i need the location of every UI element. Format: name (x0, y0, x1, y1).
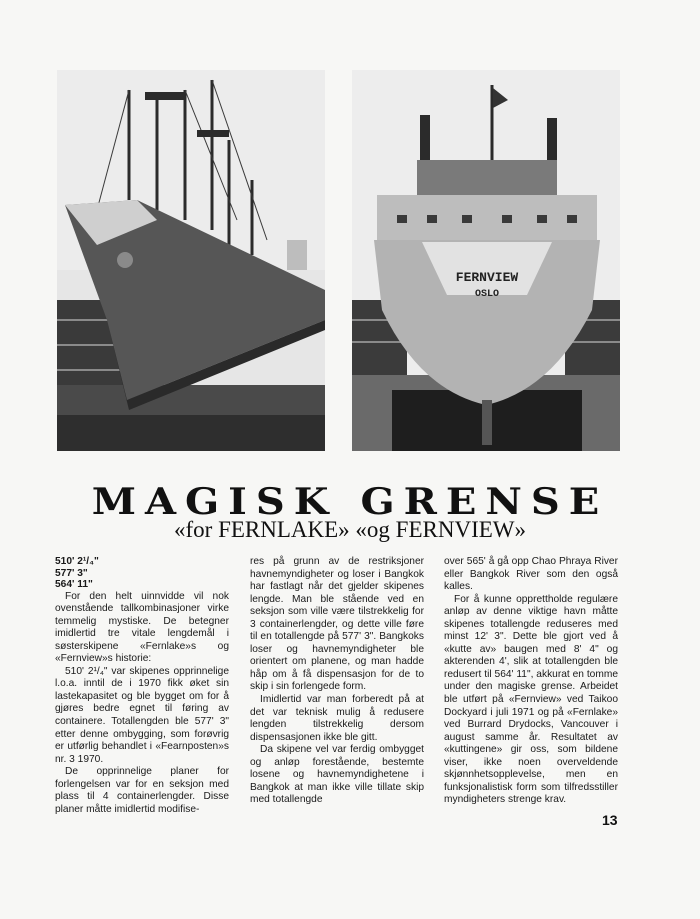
paragraph: over 565' å gå opp Chao Phraya River eller Bangkok River som den også kalles. (444, 556, 618, 593)
stern-name-text: FERNVIEW (455, 270, 519, 285)
headline: MAGISK GRENSE (91, 479, 609, 524)
measure-3: 564' 11" (55, 579, 93, 590)
text-column-1 (55, 556, 229, 816)
ship-stern-view-icon (352, 70, 620, 451)
paragraph: For den helt uinnvidde vil nok ovenstående tallkombinasjoner virke temmelig mystiske. De betegner imidlertid tre vitale lengdemål i søsterskipene «Fernlake»s og «Fernview»s historie: (55, 590, 229, 665)
paragraph: Imidlertid var man forberedt på at det var teknisk mulig å redusere lengden tilstrekkelig dersom dispensasjonen ikke ble gitt. (250, 694, 424, 743)
measure-1: 510' 2¹/₄" (55, 556, 99, 567)
stern-port-text: OSLO (474, 289, 500, 300)
subheadline: «for FERNLAKE» «og FERNVIEW» (174, 517, 526, 542)
text-column-3 (444, 556, 618, 807)
page-number: 13 (602, 812, 618, 828)
paragraph: 510' 2¹/₄" var skipenes opprinnelige l.o.a. inntil de i 1970 fikk øket sin lastekapasitet og ble bygget om for å gjøres bedre egnet til føring av containere. Totallengden ble 577' 3" etter denne ombygging, som forøvrig er utførlig behandlet i «Fearnposten»s nr. 3 1970. (55, 665, 229, 765)
paragraph: Da skipene vel var ferdig ombygget og anløp forestående, bestemte losene og havnemyndighetene i Bangkok at man ikke ville tillate skip med totallengde (250, 744, 424, 806)
ship-stern-photo (352, 70, 620, 451)
measure-2: 577' 3" (55, 567, 88, 579)
ship-side-view-icon (57, 70, 325, 451)
ship-side-photo (57, 70, 325, 451)
paragraph: De opprinnelige planer for forlengelsen var for en seksjon med plass til 4 containerlengder. Disse planer måtte imidlertid modifise- (55, 766, 229, 815)
paragraph: For å kunne opprettholde regulære anløp av denne viktige havn måtte skipenes totallengde reduseres med minst 12' 3". Dette ble gjort ved å «kutte av» baugen med 8' 4" og akterenden 4', slik at totallengden ble redusert til 564' 11", akkurat en tomme under den magiske grense. Arbeidet ble utført på «Fernview» ved Taikoo Dockyard i juli 1971 og på «Fernlake» ved Burrard Drydocks, Vancouver i august samme år. Resultatet av «kuttingene» gir oss, som bildene viser, ikke noen overveldende skjønnhetsopplevelse, men en funksjonalistisk form som tilfredsstiller myndigheters strenge krav. (444, 593, 618, 806)
paragraph: res på grunn av de restriksjoner havnemyndigheter og loser i Bangkok har fastlagt når det gjelder skipenes lengde. Man ble stående ved en seksjon som ville være tilstrekkelig for 3 containerlengder, og dette ville føre til en totallengde på 577' 3". Bangkoks loser og havnemyndigheter ble orientert om planene, og man hadde håp om å få dispensasjon for de to skip i sin forlengede form. (250, 556, 424, 693)
text-column-2 (250, 556, 424, 807)
